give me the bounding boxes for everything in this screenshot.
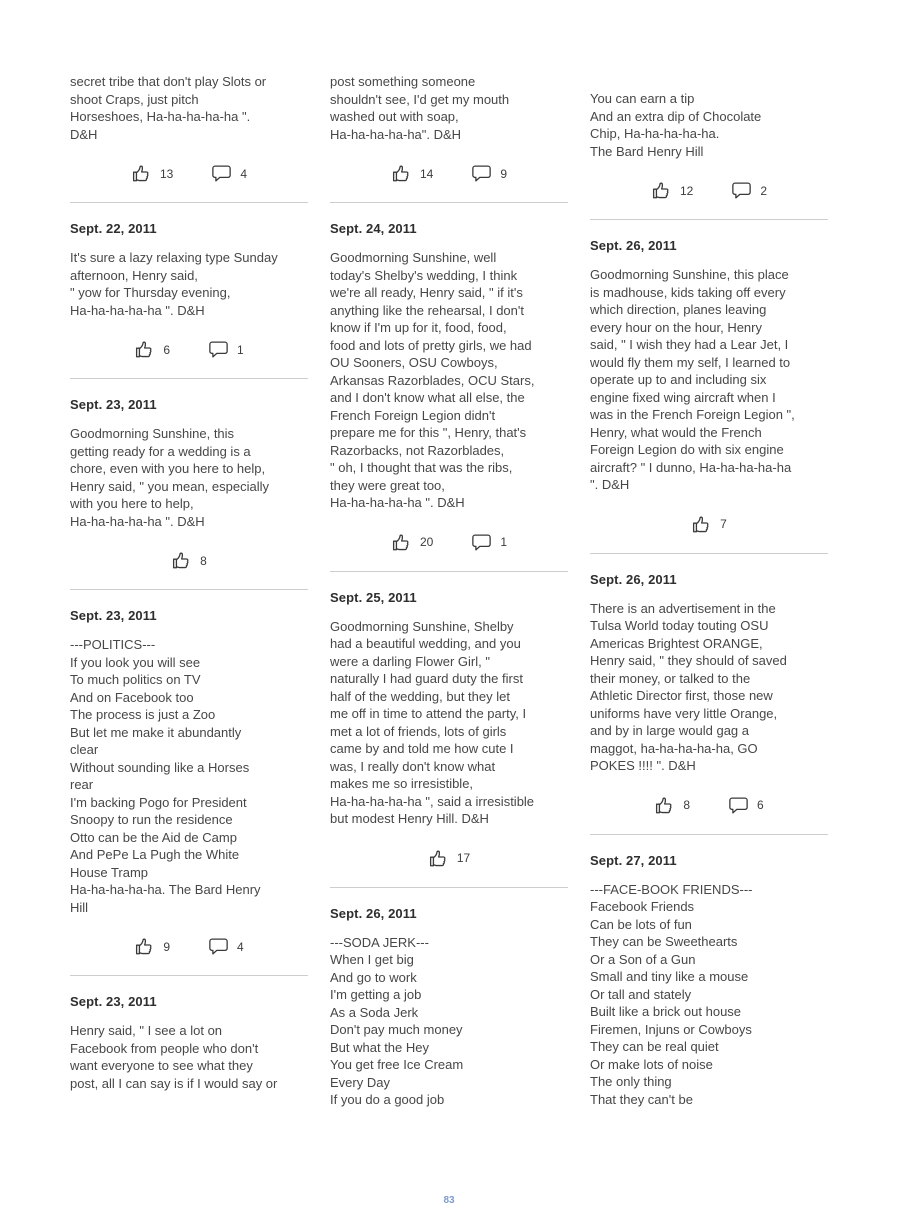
post-body-line: Henry said, " I see a lot on [70, 1023, 223, 1038]
comment-count: 4 [237, 939, 244, 954]
like-count-group [428, 848, 470, 869]
post-body-line: Goodmorning Sunshine, this place [590, 267, 789, 282]
post-body-line: Facebook from people who don't [70, 1040, 259, 1056]
post-body-line: Firemen, Injuns or Cowboys [590, 1021, 752, 1037]
post-body-line: would fly them my self, I learned to [590, 354, 791, 370]
post-body-line: said, " I wish they had a Lear Jet, I [590, 337, 789, 352]
post-body-line: Athletic Director first, those new [590, 688, 773, 703]
comment-count-group [208, 937, 244, 956]
post-body-line: When I get big [330, 952, 414, 967]
like-count: 17 [456, 851, 471, 865]
post [590, 853, 828, 1109]
post-body-line: operate up to and including six [590, 372, 767, 387]
post-body-line: was, I really don't know what [330, 758, 496, 774]
thumbs-up-icon [391, 532, 412, 553]
post-body-line: Snoopy to run the residence [70, 812, 233, 827]
post-body-line: chore, even with you here to help, [70, 461, 266, 476]
post-date: Sept. 23, 2011 [70, 397, 157, 412]
post-date: Sept. 23, 2011 [70, 994, 157, 1009]
post-body [330, 249, 568, 512]
post-body-line: Razorbacks, not Razorblades, [330, 442, 505, 458]
post-body [590, 90, 828, 160]
comment-count: 6 [757, 798, 764, 812]
post-body-line: The only thing [590, 1074, 672, 1089]
post-body-line: naturally I had guard duty the first [330, 671, 523, 686]
post-body [70, 1022, 308, 1092]
post-body-line: their money, or talked to the [590, 670, 751, 686]
post-reactions [590, 514, 828, 535]
post-body-line: had a beautiful wedding, and you [330, 636, 521, 651]
comment-count: 2 [760, 183, 768, 198]
post-body-line: washed out with soap, [330, 109, 459, 124]
like-count-group [171, 550, 207, 571]
comment-bubble-icon [211, 164, 232, 183]
post-body-line: was in the French Foreign Legion ", [590, 407, 795, 422]
post-body-line: Foreign Legion do with six engine [590, 442, 784, 457]
post-divider [70, 202, 308, 203]
post-body-line: met a lot of friends, lots of girls [330, 723, 507, 739]
post-body-line: If you look you will see [70, 654, 201, 670]
comment-bubble-icon [208, 340, 229, 359]
post-body-line: food and lots of pretty girls, we had [330, 337, 532, 353]
post-body-line: Without sounding like a Horses [70, 759, 250, 775]
post-body-line: " oh, I thought that was the ribs, [330, 460, 513, 475]
post-body-line: The Bard Henry Hill [590, 143, 704, 159]
comment-count-group [471, 164, 507, 183]
post-body-line: But let me make it abundantly [70, 724, 242, 740]
post-body-line: Facebook Friends [590, 899, 695, 914]
like-count-group [391, 163, 433, 184]
post-body-line: Chip, Ha-ha-ha-ha-ha. [590, 126, 720, 141]
comment-bubble-icon [731, 181, 752, 200]
like-count-group [651, 180, 693, 201]
page-number: 83 [443, 1195, 455, 1206]
post-body-line: Don't pay much money [330, 1022, 463, 1037]
post [330, 590, 568, 869]
post [330, 906, 568, 1109]
post-body [70, 636, 308, 916]
post-body-line: we're all ready, Henry said, " if it's [330, 285, 523, 300]
post-body-line: post, all I can say is if I would say or [70, 1075, 278, 1091]
thumbs-up-icon [651, 180, 672, 201]
like-count: 13 [159, 166, 174, 181]
post-divider [330, 887, 568, 888]
post-divider [330, 571, 568, 572]
post-body [590, 881, 828, 1109]
post [70, 608, 308, 957]
post-body-line: And on Facebook too [70, 689, 194, 705]
comment-count-group [731, 181, 767, 200]
post-body-line: Henry said, " they should of saved [590, 653, 787, 668]
post-body-line: House Tramp [70, 864, 149, 880]
post-body-line: ---FACE-BOOK FRIENDS--- [590, 881, 753, 897]
post-body-line: To much politics on TV [70, 672, 201, 687]
post-body-line: And go to work [330, 969, 417, 985]
like-count: 12 [679, 183, 694, 198]
post-body-line: makes me so irresistible, [330, 776, 474, 791]
post-body-line: post something someone [330, 74, 476, 89]
post-body-line: Horseshoes, Ha-ha-ha-ha-ha ". [70, 109, 251, 124]
comment-count: 1 [500, 535, 508, 549]
post-body [330, 934, 568, 1109]
post-date: Sept. 24, 2011 [330, 221, 417, 236]
post-body-line: half of the wedding, but they let [330, 688, 510, 704]
like-count-group [131, 163, 173, 184]
post-divider [70, 589, 308, 590]
post-body-line: is madhouse, kids taking off every [590, 284, 786, 300]
column-2 [330, 73, 568, 1109]
post-body [590, 600, 828, 775]
post-reactions [70, 936, 308, 957]
comment-count: 9 [500, 166, 508, 181]
post-date: Sept. 26, 2011 [590, 571, 677, 587]
post [70, 221, 308, 360]
post-body-line: Ha-ha-ha-ha-ha ", said a irresistible [330, 793, 535, 809]
post-body-line: know if I'm up for it, food, food, [330, 320, 507, 335]
post-body-line: Small and tiny like a mouse [590, 969, 749, 984]
thumbs-up-icon [654, 795, 675, 816]
post-reactions [70, 550, 308, 571]
post-body-line: It's sure a lazy relaxing type Sunday [70, 250, 278, 265]
post-date: Sept. 26, 2011 [330, 905, 417, 921]
post-body-line: and I don't know what all else, the [330, 390, 525, 405]
post [590, 90, 828, 201]
like-count: 8 [200, 553, 207, 568]
post [70, 397, 308, 571]
post-body-line: You can earn a tip [590, 91, 695, 106]
post-divider [590, 219, 828, 220]
post-body-line: Can be lots of fun [590, 916, 692, 932]
post-divider [590, 553, 828, 554]
post-body-line: Built like a brick out house [590, 1004, 742, 1019]
post-body-line: " yow for Thursday evening, [70, 285, 231, 300]
post-body-line: Goodmorning Sunshine, this [70, 426, 235, 441]
column-1 [70, 73, 308, 1109]
post-divider [70, 975, 308, 976]
post-body-line: Hill [70, 899, 89, 915]
post-body-line: OU Sooners, OSU Cowboys, [330, 355, 498, 370]
post-body-line: aircraft? " I dunno, Ha-ha-ha-ha-ha [590, 459, 792, 475]
thumbs-up-icon [131, 163, 152, 184]
like-count-group [691, 514, 727, 535]
post-body-line: want everyone to see what they [70, 1058, 253, 1073]
post-body-line: Every Day [330, 1074, 390, 1090]
post-body [70, 249, 308, 319]
post-body-line: prepare me for this ", Henry, that's [330, 425, 527, 440]
like-count-group [134, 936, 170, 957]
post-body-line: came by and told me how cute I [330, 741, 514, 756]
post-date: Sept. 27, 2011 [590, 852, 677, 868]
post-reactions [330, 163, 568, 184]
post-body-line: Ha-ha-ha-ha-ha ". D&H [70, 513, 205, 529]
post-body-line: every hour on the hour, Henry [590, 319, 762, 335]
thumbs-up-icon [134, 339, 155, 360]
post-divider [330, 202, 568, 203]
post-body-line: You get free Ice Cream [330, 1057, 464, 1072]
post-body-line: afternoon, Henry said, [70, 267, 198, 283]
post-body-line: Or a Son of a Gun [590, 951, 696, 967]
like-count: 14 [419, 166, 434, 181]
post-body-line: ---SODA JERK--- [330, 934, 429, 950]
post-reactions [330, 532, 568, 553]
post-body-line: which direction, planes leaving [590, 302, 767, 317]
post-body [70, 73, 308, 143]
post-body-line: shoot Craps, just pitch [70, 91, 199, 107]
post-divider [590, 834, 828, 835]
post-body-line: But what the Hey [330, 1039, 429, 1055]
thumbs-up-icon [391, 163, 412, 184]
post-body [70, 425, 308, 530]
post-divider [70, 378, 308, 379]
post-body [330, 618, 568, 828]
post-date: Sept. 23, 2011 [70, 608, 157, 623]
like-count: 8 [683, 798, 690, 812]
post-body-line: They can be real quiet [590, 1039, 719, 1054]
post-date: Sept. 22, 2011 [70, 221, 157, 236]
post-body-line: clear [70, 742, 99, 757]
post [330, 73, 568, 184]
comment-bubble-icon [471, 533, 492, 552]
post-body-line: were a darling Flower Girl, " [330, 653, 490, 669]
like-count: 6 [163, 342, 170, 357]
like-count: 7 [720, 517, 727, 531]
post-body-line: Americas Brightest ORANGE, [590, 635, 763, 651]
post-body-line: anything like the rehearsal, I don't [330, 302, 524, 318]
post-reactions [70, 163, 308, 184]
post-body-line: but modest Henry Hill. D&H [330, 811, 489, 826]
comment-bubble-icon [728, 796, 749, 815]
thumbs-up-icon [134, 936, 155, 957]
post-body-line: POKES !!!! ". D&H [590, 758, 696, 773]
thumbs-up-icon [428, 848, 449, 869]
post-body-line: The process is just a Zoo [70, 707, 216, 722]
post-reactions [590, 795, 828, 816]
post-body-line: Ha-ha-ha-ha-ha. The Bard Henry [70, 882, 261, 897]
post-body-line: Ha-ha-ha-ha-ha ". D&H [70, 302, 205, 318]
like-count-group [134, 339, 170, 360]
comment-count-group [728, 796, 764, 815]
post [70, 994, 308, 1092]
post-body-line: uniforms have very little Orange, [590, 705, 778, 721]
post-body-line: today's Shelby's wedding, I think [330, 267, 518, 283]
post-body-line: rear [70, 777, 94, 792]
comment-bubble-icon [208, 937, 229, 956]
post-body-line: And an extra dip of Chocolate [590, 108, 762, 124]
post-body-line: Henry said, " you mean, especially [70, 478, 269, 494]
post-body-line: Or tall and stately [590, 986, 692, 1002]
like-count-group [654, 795, 690, 816]
post-body-line: engine fixed wing aircraft when I [590, 389, 776, 405]
post-body-line: And PePe La Pugh the White [70, 847, 240, 862]
post-body-line: That they can't be [590, 1091, 693, 1107]
comment-count-group [208, 340, 244, 359]
post-body-line: me off in time to attend the party, I [330, 706, 527, 721]
post-body-line: Or make lots of noise [590, 1056, 713, 1072]
post-body-line: secret tribe that don't play Slots or [70, 74, 267, 89]
post-body-line: Henry, what would the French [590, 424, 762, 440]
post-body-line: and by in large would gag a [590, 723, 750, 738]
post-body-line: I'm backing Pogo for President [70, 794, 247, 810]
post-body-line: As a Soda Jerk [330, 1004, 419, 1020]
post-date: Sept. 25, 2011 [330, 589, 417, 605]
post-body [590, 266, 828, 494]
like-count: 9 [163, 939, 170, 954]
post-body [330, 73, 568, 143]
post-body-line: Goodmorning Sunshine, well [330, 250, 497, 265]
post-body-line: getting ready for a wedding is a [70, 443, 251, 459]
post-reactions [330, 848, 568, 869]
comment-bubble-icon [471, 164, 492, 183]
like-count: 20 [419, 535, 434, 549]
post-date: Sept. 26, 2011 [590, 238, 677, 253]
column-3 [590, 73, 828, 1109]
post [330, 221, 568, 553]
like-count-group [391, 532, 433, 553]
post-body-line: French Foreign Legion didn't [330, 407, 496, 423]
post-body-line: Goodmorning Sunshine, Shelby [330, 618, 514, 634]
post [590, 238, 828, 535]
post-body-line: shouldn't see, I'd get my mouth [330, 91, 510, 107]
post-body-line: Ha-ha-ha-ha-ha ". D&H [330, 495, 465, 510]
post-body-line: If you do a good job [330, 1092, 445, 1107]
comment-count-group [471, 533, 507, 552]
post-body-line: with you here to help, [70, 496, 194, 511]
post-reactions [70, 339, 308, 360]
post-body-line: Tulsa World today touting OSU [590, 618, 769, 633]
comment-count-group [211, 164, 247, 183]
post-body-line: D&H [70, 126, 98, 142]
post-body-line: ---POLITICS--- [70, 637, 156, 652]
post-body-line: Otto can be the Aid de Camp [70, 829, 237, 845]
post-body-line: They can be Sweethearts [590, 934, 738, 949]
post-reactions [590, 180, 828, 201]
post-body-line: I'm getting a job [330, 987, 422, 1002]
post-body-line: they were great too, [330, 477, 445, 493]
comment-count: 1 [237, 342, 244, 357]
thumbs-up-icon [171, 550, 192, 571]
comment-count: 4 [240, 166, 248, 181]
thumbs-up-icon [691, 514, 712, 535]
post-body-line: ". D&H [590, 477, 630, 492]
post-body-line: maggot, ha-ha-ha-ha-ha, GO [590, 740, 758, 756]
post-body-line: Ha-ha-ha-ha-ha". D&H [330, 126, 462, 142]
post [70, 73, 308, 184]
post-body-line: Arkansas Razorblades, OCU Stars, [330, 372, 535, 388]
post-body-line: There is an advertisement in the [590, 600, 776, 616]
post [590, 572, 828, 816]
